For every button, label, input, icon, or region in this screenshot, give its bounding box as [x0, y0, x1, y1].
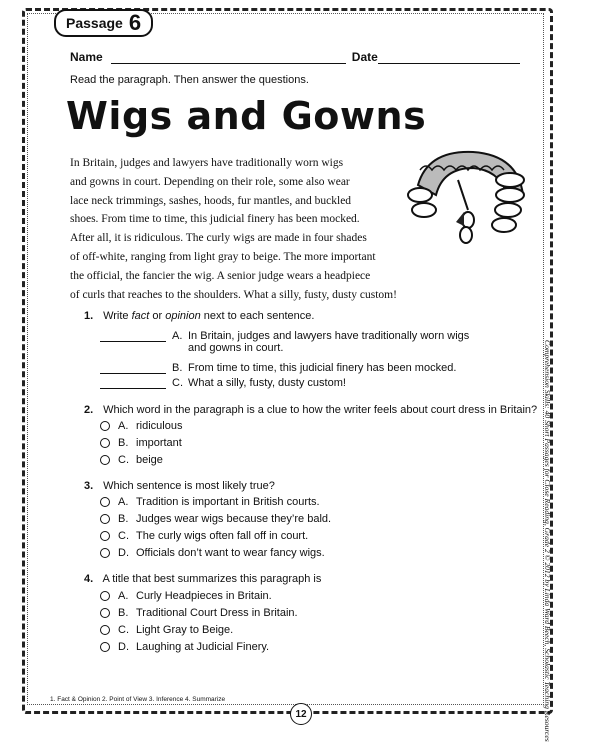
item-text: What a silly, fusty, dusty custom! — [188, 377, 346, 389]
item-letter: A. — [172, 330, 183, 342]
judge-wig-illustration — [398, 140, 533, 260]
q4-option-c[interactable] — [100, 624, 233, 636]
q2-option-c[interactable] — [100, 454, 163, 466]
answer-bubble[interactable] — [100, 548, 110, 558]
option-letter: C. — [118, 624, 129, 636]
answer-bubble[interactable] — [100, 642, 110, 652]
q3-option-a[interactable] — [100, 496, 320, 508]
option-text: Tradition is important in British courts. — [136, 496, 320, 508]
item-letter: C. — [172, 377, 183, 389]
option-text: Light Gray to Beige. — [136, 624, 234, 636]
page-title: Wigs and Gowns — [66, 94, 427, 138]
item-text: In Britain, judges and lawyers have traditionally worn wigs and gowns in court. — [188, 330, 470, 354]
side-credit: Comprehension Skills: 40 Short Passages for Close Reading, Grade 2 © 2012 by Linda Ward Beech, Scholastic Teaching Resources — [543, 340, 552, 742]
opinion-word: opinion — [165, 310, 201, 322]
q4-option-a[interactable] — [100, 590, 272, 602]
option-text: Traditional Court Dress in Britain. — [136, 607, 298, 619]
paragraph-line: of off-white, ranging from light gray to beige. The more important — [70, 250, 376, 263]
question-number: 3. — [84, 480, 94, 492]
answer-bubble[interactable] — [100, 421, 110, 431]
question-4 — [84, 573, 321, 585]
option-letter: B. — [118, 437, 129, 449]
name-date-row — [70, 50, 520, 64]
answer-bubble[interactable] — [100, 455, 110, 465]
question-2 — [84, 404, 537, 416]
page-number: 12 — [290, 703, 312, 725]
option-text: Judges wear wigs because they’re bald. — [136, 513, 332, 525]
paragraph-line: of curls that reaches to the shoulders. What a silly, fusty, dusty custom! — [70, 288, 397, 301]
question-text: Which sentence is most likely true? — [103, 480, 275, 492]
answer-blank[interactable] — [100, 330, 166, 342]
paragraph-line: After all, it is ridiculous. The curly wigs are made in four shades — [70, 232, 367, 245]
fact-word: fact — [131, 310, 150, 322]
question-number: 2. — [84, 404, 94, 416]
q2-option-b[interactable] — [100, 437, 182, 449]
q2-option-a[interactable] — [100, 420, 182, 432]
option-letter: A. — [118, 420, 129, 432]
name-label: Name — [70, 50, 103, 64]
question-number: 1. — [84, 310, 94, 322]
item-text: From time to time, this judicial finery has been mocked. — [188, 362, 457, 374]
option-text: Laughing at Judicial Finery. — [136, 641, 270, 653]
option-text: Curly Headpieces in Britain. — [136, 590, 272, 602]
paragraph-line: and gowns in court. Depending on their role, some also wear — [70, 175, 350, 188]
q3-option-b[interactable] — [100, 513, 331, 525]
fact-opinion-item-c — [100, 377, 346, 389]
option-letter: B. — [118, 607, 129, 619]
option-text: Officials don’t want to wear fancy wigs. — [136, 547, 325, 559]
question-text: Write — [103, 310, 132, 322]
option-text: ridiculous — [136, 420, 183, 432]
answer-bubble[interactable] — [100, 608, 110, 618]
fact-opinion-item-a — [100, 330, 469, 354]
skills-footer: 1. Fact & Opinion 2. Point of View 3. Inference 4. Summarize — [50, 696, 226, 703]
option-text: The curly wigs often fall off in court. — [136, 530, 309, 542]
option-text: beige — [136, 454, 163, 466]
question-text: A title that best summarizes this paragraph is — [102, 573, 322, 585]
fact-opinion-item-b — [100, 362, 456, 374]
question-number: 4. — [84, 573, 94, 585]
question-text: next to each sentence. — [200, 310, 315, 322]
question-3 — [84, 480, 275, 492]
question-1 — [84, 310, 314, 322]
answer-bubble[interactable] — [100, 531, 110, 541]
option-letter: A. — [118, 496, 129, 508]
answer-bubble[interactable] — [100, 625, 110, 635]
option-letter: A. — [118, 590, 129, 602]
option-letter: B. — [118, 513, 129, 525]
option-letter: D. — [118, 641, 129, 653]
date-label: Date — [351, 50, 378, 64]
option-text: important — [136, 437, 182, 449]
paragraph-line: lace neck trimmings, sashes, hoods, fur mantles, and buckled — [70, 194, 352, 207]
answer-bubble[interactable] — [100, 591, 110, 601]
q4-option-d[interactable] — [100, 641, 269, 653]
q3-option-d[interactable] — [100, 547, 325, 559]
answer-bubble[interactable] — [100, 514, 110, 524]
option-letter: C. — [118, 454, 129, 466]
instructions: Read the paragraph. Then answer the questions. — [70, 74, 309, 86]
q4-option-b[interactable] — [100, 607, 298, 619]
date-field[interactable] — [378, 51, 520, 64]
answer-blank[interactable] — [100, 362, 166, 374]
answer-blank[interactable] — [100, 377, 166, 389]
question-text: or — [149, 310, 166, 322]
reading-paragraph — [70, 154, 415, 304]
paragraph-line: shoes. From time to time, this judicial finery has been mocked. — [70, 213, 360, 226]
paragraph-line: In Britain, judges and lawyers have traditionally worn wigs — [70, 157, 344, 169]
passage-tab — [54, 9, 153, 37]
question-text: Which word in the paragraph is a clue to how the writer feels about court dress in Britain? — [103, 404, 538, 416]
paragraph-line: the official, the fancier the wig. A senior judge wears a headpiece — [70, 269, 371, 282]
answer-bubble[interactable] — [100, 497, 110, 507]
passage-label: Passage — [66, 15, 123, 31]
option-letter: C. — [118, 530, 129, 542]
name-field[interactable] — [111, 51, 346, 64]
option-letter: D. — [118, 547, 129, 559]
item-letter: B. — [172, 362, 183, 374]
q3-option-c[interactable] — [100, 530, 308, 542]
passage-number: 6 — [128, 10, 142, 35]
answer-bubble[interactable] — [100, 438, 110, 448]
